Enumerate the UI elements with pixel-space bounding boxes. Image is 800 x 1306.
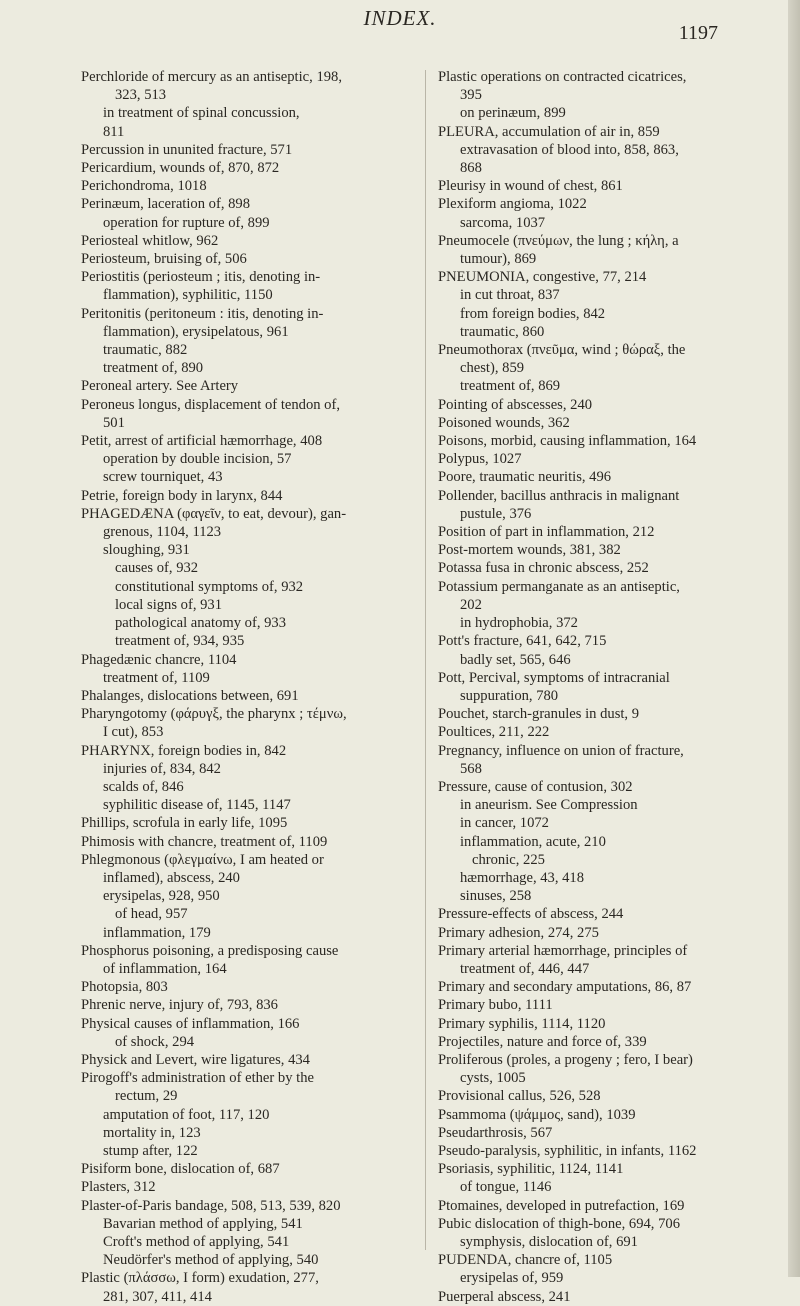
index-entry: rectum, 29 [115, 1088, 178, 1105]
index-entry: suppuration, 780 [460, 687, 559, 704]
index-entry: constitutional symptoms of, 932 [115, 578, 304, 595]
index-entry: Periosteum, bruising of, 506 [81, 251, 247, 268]
index-entry: badly set, 565, 646 [460, 651, 571, 668]
index-entry: Polypus, 1027 [438, 451, 522, 468]
page-number: 1197 [678, 22, 718, 44]
index-entry: chronic, 225 [472, 851, 545, 868]
index-entry: 323, 513 [115, 87, 167, 104]
index-entry: Pseudo-paralysis, syphilitic, in infants, 1162 [438, 1142, 697, 1159]
index-entry: of tongue, 1146 [460, 1179, 552, 1196]
index-entry: Phrenic nerve, injury of, 793, 836 [81, 997, 278, 1014]
index-entry: flammation), syphilitic, 1150 [103, 287, 273, 304]
index-entry: 568 [460, 760, 482, 777]
index-entry: Poore, traumatic neuritis, 496 [438, 469, 612, 486]
index-entry: Phillips, scrofula in early life, 1095 [81, 815, 288, 832]
index-entry: Pneumocele (πνεύμων, the lung ; κήλη, a [438, 232, 679, 249]
index-entry: extravasation of blood into, 858, 863, [460, 141, 679, 158]
index-entry: Phagedænic chancre, 1104 [81, 651, 237, 668]
index-entry: Peritonitis (peritoneum : itis, denoting in- [81, 305, 324, 322]
index-entry: 811 [103, 123, 125, 140]
index-entry: Physical causes of inflammation, 166 [81, 1015, 300, 1032]
index-entry: symphysis, dislocation of, 691 [460, 1234, 638, 1250]
index-entry: Percussion in ununited fracture, 571 [81, 141, 293, 158]
index-entry: in hydrophobia, 372 [460, 615, 578, 632]
index-entry: 868 [460, 160, 482, 177]
index-entry: operation by double incision, 57 [103, 451, 292, 468]
index-entry: Plaster-of-Paris bandage, 508, 513, 539, 820 [81, 1197, 341, 1214]
index-entry: Photopsia, 803 [81, 979, 168, 996]
index-entry: Plexiform angioma, 1022 [438, 196, 587, 213]
index-entry: Potassium permanganate as an antiseptic, [438, 578, 680, 595]
index-entry: Pollender, bacillus anthracis in malignant [438, 487, 680, 504]
index-entry: sarcoma, 1037 [460, 214, 546, 231]
index-entry: in aneurism. See Compression [460, 797, 638, 814]
index-entry: traumatic, 882 [103, 342, 188, 359]
index-entry: Provisional callus, 526, 528 [438, 1088, 601, 1105]
index-entry: Primary arterial hæmorrhage, principles of [438, 942, 688, 959]
index-entry: Pointing of abscesses, 240 [438, 396, 593, 413]
index-entry: pathological anatomy of, 933 [115, 615, 287, 632]
index-entry: Pirogoff's administration of ether by the [81, 1070, 314, 1087]
index-entry: traumatic, 860 [460, 323, 545, 340]
index-entry: Pharyngotomy (φάρυγξ, the pharynx ; τέμνω, [81, 706, 347, 723]
index-entry: pustule, 376 [460, 505, 532, 522]
index-entry: Perichondroma, 1018 [81, 178, 207, 195]
index-entry: Psammoma (ψάμμος, sand), 1039 [438, 1106, 636, 1123]
index-entry: amputation of foot, 117, 120 [103, 1106, 270, 1123]
index-entry: local signs of, 931 [115, 596, 223, 613]
index-entry: stump after, 122 [103, 1142, 198, 1159]
index-entry: Pott, Percival, symptoms of intracranial [438, 669, 670, 686]
index-entry: in cancer, 1072 [460, 815, 549, 832]
index-entry: Primary bubo, 1111 [438, 997, 553, 1014]
index-entry: inflammation, acute, 210 [460, 833, 606, 850]
index-entry: Poisoned wounds, 362 [438, 414, 570, 431]
index-entry: Plastic operations on contracted cicatrices, [438, 69, 687, 85]
index-entry: Pubic dislocation of thigh-bone, 694, 706 [438, 1215, 680, 1232]
index-entry: Projectiles, nature and force of, 339 [438, 1033, 647, 1050]
index-entry: Poultices, 211, 222 [438, 724, 550, 741]
index-entry: on perinæum, 899 [460, 105, 566, 122]
index-entry: inflammation, 179 [103, 924, 211, 941]
index-entry: Peroneal artery. See Artery [81, 378, 239, 395]
index-entry: Phosphorus poisoning, a predisposing cause [81, 942, 339, 959]
index-entry: PUDENDA, chancre of, 1105 [438, 1252, 613, 1269]
index-entry: erysipelas, 928, 950 [103, 888, 220, 905]
index-entry: PNEUMONIA, congestive, 77, 214 [438, 269, 647, 286]
index-column-right [438, 68, 768, 1306]
index-entry: inflamed), abscess, 240 [103, 869, 240, 886]
index-entry: Pneumothorax (πνεῦμα, wind ; θώραξ, the [438, 342, 686, 359]
index-entry: Post-mortem wounds, 381, 382 [438, 542, 621, 559]
index-entry: PHARYNX, foreign bodies in, 842 [81, 742, 287, 759]
index-entry: Physick and Levert, wire ligatures, 434 [81, 1051, 310, 1068]
index-entry: 281, 307, 411, 414 [103, 1288, 212, 1305]
index-entry: Potassa fusa in chronic abscess, 252 [438, 560, 649, 577]
index-entry: Petrie, foreign body in larynx, 844 [81, 487, 283, 504]
index-entry: treatment of, 1109 [103, 669, 210, 686]
index-entry: treatment of, 869 [460, 378, 561, 395]
index-entry: Peroneus longus, displacement of tendon of, [81, 396, 340, 413]
index-entry: Perinæum, laceration of, 898 [81, 196, 251, 213]
index-entry: treatment of, 934, 935 [115, 633, 245, 650]
index-entry: 395 [460, 87, 482, 104]
index-entry: PHAGEDÆNA (φαγεῖν, to eat, devour), gan- [81, 505, 347, 522]
index-entry: syphilitic disease of, 1145, 1147 [103, 797, 291, 814]
index-entry: Neudörfer's method of applying, 540 [103, 1252, 319, 1269]
index-entry: treatment of, 446, 447 [460, 960, 590, 977]
index-entry: Phalanges, dislocations between, 691 [81, 687, 299, 704]
column-divider [425, 70, 426, 1250]
index-entry: Pericardium, wounds of, 870, 872 [81, 160, 280, 177]
index-entry: sinuses, 258 [460, 888, 532, 905]
index-entry: Ptomaines, developed in putrefaction, 169 [438, 1197, 685, 1214]
index-entry: flammation), erysipelatous, 961 [103, 323, 289, 340]
index-entry: chest), 859 [460, 360, 525, 377]
index-entry: operation for rupture of, 899 [103, 214, 270, 231]
index-column-left [81, 68, 416, 1306]
index-entry: scalds of, 846 [103, 778, 184, 795]
index-entry: Pseudarthrosis, 567 [438, 1124, 553, 1141]
index-entry: Periosteal whitlow, 962 [81, 232, 219, 249]
index-entry: Phlegmonous (φλεγμαίνω, I am heated or [81, 851, 324, 868]
index-entry: cysts, 1005 [460, 1070, 526, 1087]
index-entry: in cut throat, 837 [460, 287, 560, 304]
index-entry: Periostitis (periosteum ; itis, denoting in- [81, 269, 321, 286]
index-entry: PLEURA, accumulation of air in, 859 [438, 123, 660, 140]
index-entry: 202 [460, 596, 482, 613]
index-entry: Pouchet, starch-granules in dust, 9 [438, 706, 640, 723]
index-entry: Position of part in inflammation, 212 [438, 524, 655, 541]
index-entry: Pisiform bone, dislocation of, 687 [81, 1161, 280, 1178]
index-entry: of head, 957 [115, 906, 188, 923]
index-entry: Croft's method of applying, 541 [103, 1234, 290, 1250]
index-entry: erysipelas of, 959 [460, 1270, 564, 1287]
running-head: INDEX. [363, 6, 437, 30]
index-entry: Pleurisy in wound of chest, 861 [438, 178, 623, 195]
index-entry: Pressure, cause of contusion, 302 [438, 778, 633, 795]
index-entry: grenous, 1104, 1123 [103, 524, 222, 541]
index-entry: Pressure-effects of abscess, 244 [438, 906, 624, 923]
page-edge [788, 0, 800, 1277]
index-entry: hæmorrhage, 43, 418 [460, 869, 585, 886]
index-entry: Primary syphilis, 1114, 1120 [438, 1015, 606, 1032]
index-entry: screw tourniquet, 43 [103, 469, 223, 486]
index-entry: tumour), 869 [460, 251, 537, 268]
index-entry: Perchloride of mercury as an antiseptic, 198, [81, 69, 342, 85]
index-entry: sloughing, 931 [103, 542, 190, 559]
index-entry: of inflammation, 164 [103, 960, 227, 977]
index-entry: Plasters, 312 [81, 1179, 156, 1196]
index-entry: Pott's fracture, 641, 642, 715 [438, 633, 607, 650]
index-entry: injuries of, 834, 842 [103, 760, 221, 777]
index-entry: Plastic (πλάσσω, I form) exudation, 277, [81, 1270, 319, 1287]
index-entry: Psoriasis, syphilitic, 1124, 1141 [438, 1161, 624, 1178]
index-entry: Petit, arrest of artificial hæmorrhage, 408 [81, 433, 323, 450]
index-entry: Poisons, morbid, causing inflammation, 164 [438, 433, 697, 450]
index-entry: Primary adhesion, 274, 275 [438, 924, 599, 941]
index-entry: treatment of, 890 [103, 360, 204, 377]
index-entry: causes of, 932 [115, 560, 199, 577]
index-entry: Pregnancy, influence on union of fracture, [438, 742, 684, 759]
index-entry: 501 [103, 414, 125, 431]
index-entry: Phimosis with chancre, treatment of, 1109 [81, 833, 328, 850]
index-entry: from foreign bodies, 842 [460, 305, 606, 322]
index-entry: Proliferous (proles, a progeny ; fero, I bear) [438, 1051, 693, 1068]
index-entry: Primary and secondary amputations, 86, 87 [438, 979, 692, 996]
index-entry: in treatment of spinal concussion, [103, 105, 300, 122]
index-entry: of shock, 294 [115, 1033, 195, 1050]
index-entry: I cut), 853 [103, 724, 164, 741]
index-entry: Bavarian method of applying, 541 [103, 1215, 303, 1232]
index-entry: Puerperal abscess, 241 [438, 1288, 571, 1305]
index-entry: mortality in, 123 [103, 1124, 201, 1141]
